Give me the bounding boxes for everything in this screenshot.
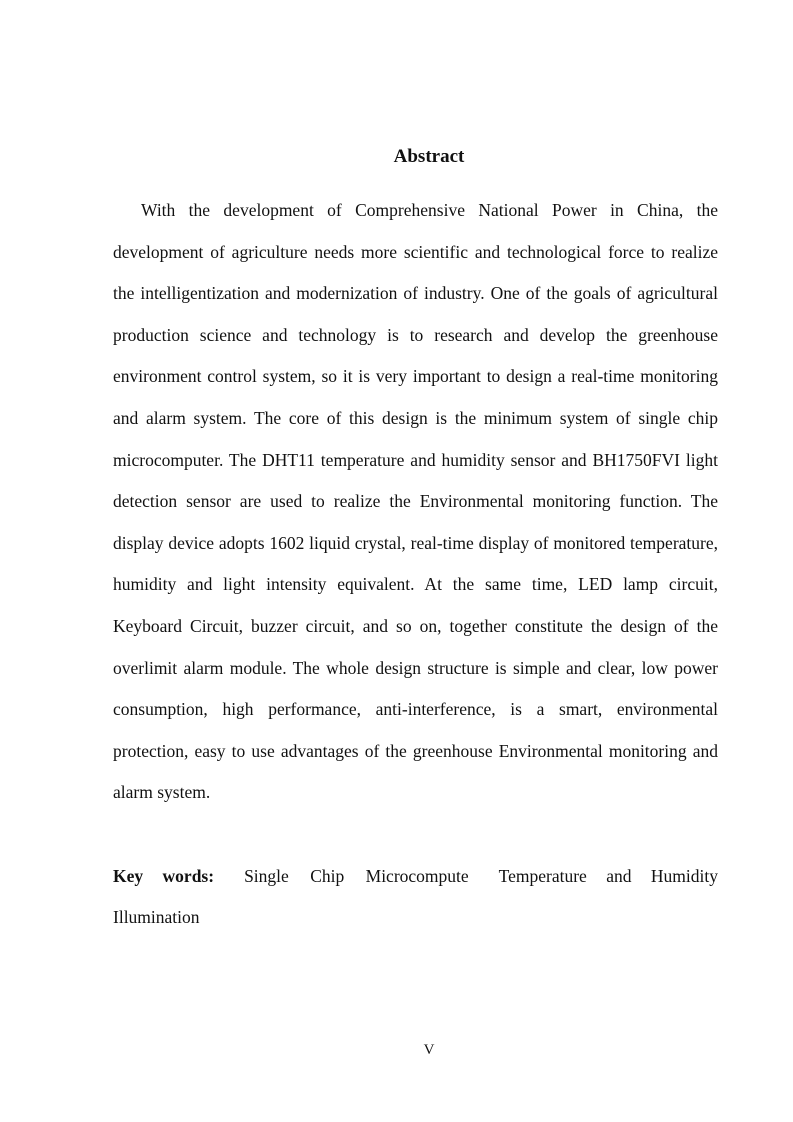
keyword-item: Illumination (113, 907, 200, 927)
abstract-body: With the development of Comprehensive National Power in China, the development of agriculture needs more scientific and technological force to realize the intelligentization and modernization of industry. One of the goals of agricultural production science and technology is to research and develop the greenhouse environment control system, so it is very important to design a real-time monitoring and alarm system. The core of this design is the minimum system of single chip microcomputer. The DHT11 temperature and humidity sensor and BH1750FVI light detection sensor are used to realize the Environmental monitoring function. The display device adopts 1602 liquid crystal, real-time display of monitored temperature, humidity and light intensity equivalent. At the same time, LED lamp circuit, Keyboard Circuit, buzzer circuit, and so on, together constitute the design of the overlimit alarm module. The whole design structure is simple and clear, low power consumption, high performance, anti-interference, is a smart, environmental protection, easy to use advantages of the greenhouse Environmental monitoring and alarm system. (113, 200, 718, 803)
abstract-title: Abstract (393, 146, 465, 167)
keyword-item: Single Chip Microcompute (244, 866, 469, 886)
keywords-line (113, 856, 718, 938)
page-number: V (423, 1042, 435, 1058)
keywords-label: Key words: (113, 866, 215, 886)
keyword-item: Temperature and Humidity (498, 866, 718, 886)
